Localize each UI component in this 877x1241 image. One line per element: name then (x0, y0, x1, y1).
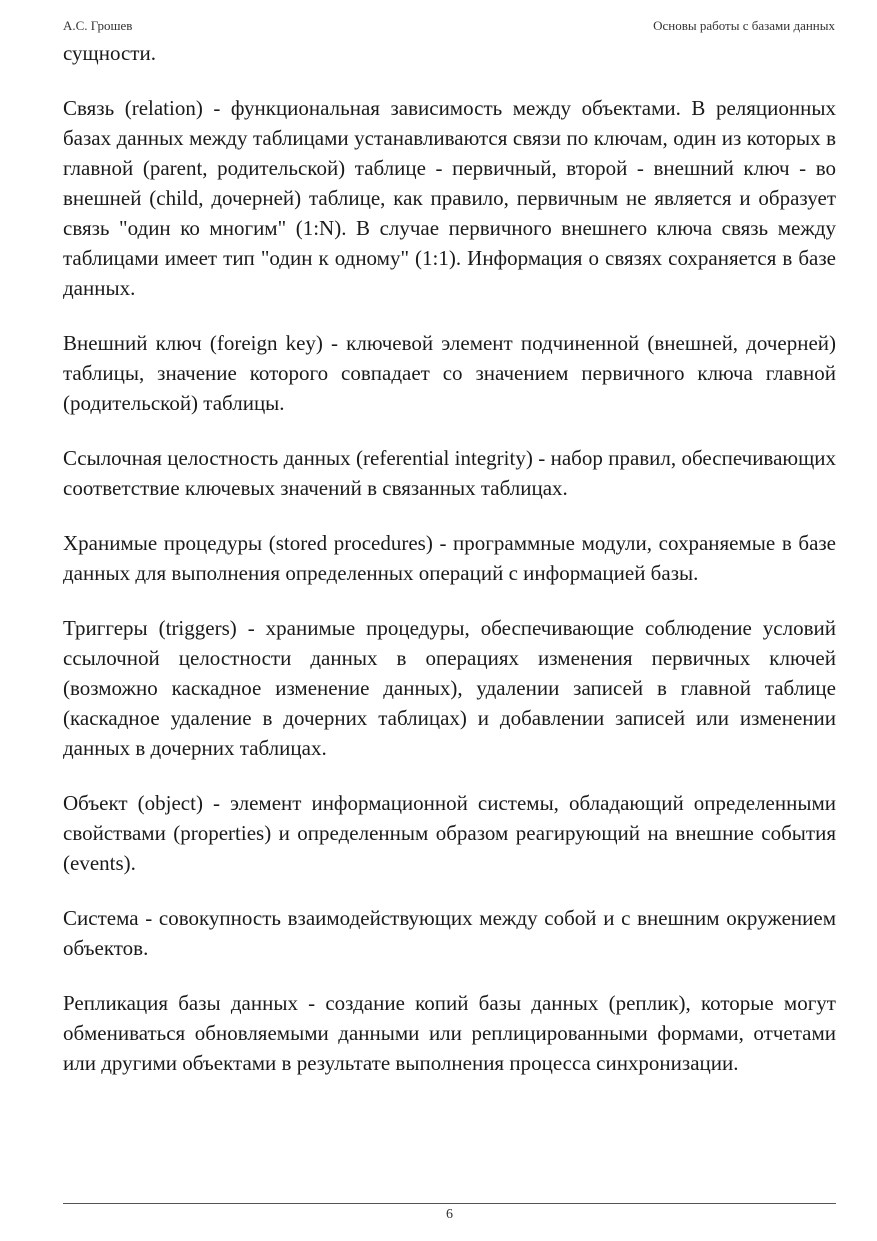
page-header (63, 17, 835, 35)
paragraph-continuation: сущности. (63, 41, 156, 65)
paragraph-system: Система - совокупность взаимодействующих между собой и с внешним окружением объектов. (63, 906, 836, 960)
paragraph-object: Объект (object) - элемент информационной системы, обладающий определенными свойствами (properties) и определенным образом реагирующий на внешние события (events). (63, 791, 836, 875)
page-number: 6 (446, 1207, 453, 1222)
paragraph-stored-procedures: Хранимые процедуры (stored procedures) - программные модули, сохраняемые в базе данных для выполнения определенных операций с информацией базы. (63, 531, 836, 585)
paragraph-referential-integrity: Ссылочная целостность данных (referential integrity) - набор правил, обеспечивающих соответствие ключевых значений в связанных таблицах. (63, 446, 836, 500)
document-body (63, 38, 836, 1103)
footer-divider (63, 1203, 836, 1204)
paragraph-foreign-key: Внешний ключ (foreign key) - ключевой элемент подчиненной (внешней, дочерней) таблицы, значение которого совпадает со значением первичного ключа главной (родительской) таблицы. (63, 331, 836, 415)
header-title: Основы работы с базами данных (653, 18, 835, 33)
paragraph-relation: Связь (relation) - функциональная зависимость между объектами. В реляционных базах данных между таблицами устанавливаются связи по ключам, один из которых в главной (parent, родительской) таблице - первичный, второй - внешний ключ - во внешней (child, дочерней) таблице, как правило, первичным не является и образует связь "один ко многим" (1:N). В случае первичного внешнего ключа связь между таблицами имеет тип "один к одному" (1:1). Информация о связях сохраняется в базе данных. (63, 96, 836, 300)
paragraph-triggers: Триггеры (triggers) - хранимые процедуры, обеспечивающие соблюдение условий ссылочной целостности данных в операциях изменения первичных ключей (возможно каскадное изменение данных), удалении записей в главной таблице (каскадное удаление в дочерних таблицах) и добавлении записей или изменении данных в дочерних таблицах. (63, 616, 836, 760)
header-author: А.С. Грошев (63, 18, 133, 33)
paragraph-replication: Репликация базы данных - создание копий базы данных (реплик), которые могут обмениваться обновляемыми данными или реплицированными формами, отчетами или другими объектами в результате выполнения процесса синхронизации. (63, 991, 836, 1075)
